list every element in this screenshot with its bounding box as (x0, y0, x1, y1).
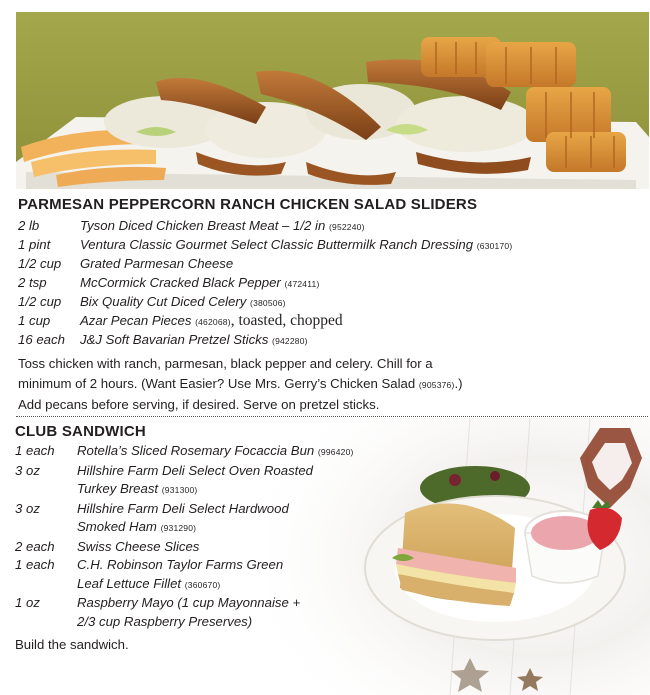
ingredient-description (77, 556, 345, 594)
product-code: (996420) (317, 447, 354, 457)
ingredient-list (18, 216, 538, 349)
product-code: (472411) (284, 279, 320, 289)
ingredient-row (18, 330, 538, 349)
ingredient-row (18, 273, 538, 292)
ingredient-description (80, 273, 319, 294)
ingredient-row (15, 462, 345, 500)
ingredient-name-line: Hillshire Farm Deli Select Oven Roasted (77, 462, 313, 478)
ingredient-name: Rotella’s Sliced Rosemary Focaccia Bun (77, 443, 315, 458)
instruction-line: Add pecans before serving, if desired. Serve on pretzel sticks. (18, 397, 380, 412)
instruction-text: minimum of 2 hours. (Want Easier? Use Mrs. Gerry’s Chicken Salad (18, 375, 416, 391)
ingredient-name: McCormick Cracked Black Pepper (80, 275, 281, 290)
ingredient-description (77, 500, 345, 538)
ingredient-quantity: 16 each (18, 332, 65, 347)
ingredient-row (18, 311, 538, 330)
product-code: (630170) (476, 241, 513, 251)
ingredient-list (15, 442, 354, 631)
ingredient-name: Tyson Diced Chicken Breast Meat – 1/2 in (80, 218, 326, 233)
product-code: (942280) (272, 336, 308, 346)
ingredient-description (77, 442, 354, 462)
recipe-instructions: Build the sandwich. (15, 637, 129, 652)
ingredient-description (77, 538, 345, 557)
ingredient-quantity: 3 oz (15, 500, 40, 516)
instruction-line (18, 374, 538, 396)
ingredient-quantity: 1 oz (15, 595, 40, 610)
ingredient-description (77, 594, 345, 631)
sliders-photo (16, 12, 649, 189)
ingredient-name: Smoked Ham (77, 519, 157, 534)
ingredient-name-line: Hillshire Farm Deli Select Hardwood (77, 500, 289, 516)
ingredient-name: Turkey Breast (77, 481, 159, 496)
ingredient-description (80, 292, 286, 313)
ingredient-name: Ventura Classic Gourmet Select Classic Buttermilk Ranch Dressing (80, 237, 474, 252)
ingredient-name: Azar Pecan Pieces (80, 313, 192, 328)
ingredient-quantity: 1/2 cup (18, 256, 62, 271)
ingredient-name: Leaf Lettuce Fillet (77, 575, 182, 591)
product-code: (360670) (184, 579, 221, 590)
ingredient-name: J&J Soft Bavarian Pretzel Sticks (80, 332, 269, 347)
product-code: (905376) (418, 379, 455, 390)
ingredient-description (77, 462, 345, 500)
ingredient-name-line: Swiss Cheese Slices (77, 538, 200, 554)
ingredient-description (80, 216, 365, 237)
ingredient-description (80, 311, 343, 332)
ingredient-quantity: 1 each (15, 443, 55, 458)
ingredient-name: Grated Parmesan Cheese (80, 256, 234, 271)
product-code: (462068) (195, 317, 231, 327)
ingredient-row (18, 254, 538, 273)
ingredient-quantity: 2 tsp (18, 275, 47, 290)
ingredient-name: Bix Quality Cut Diced Celery (80, 294, 247, 309)
product-code: (931290) (160, 523, 197, 533)
instruction-text: .) (454, 375, 463, 391)
sliders-illustration (16, 12, 649, 189)
section-divider (16, 416, 648, 417)
ingredient-name-line: 2/3 cup Raspberry Preserves) (77, 613, 253, 629)
product-code: (952240) (328, 222, 365, 232)
ingredient-quantity: 1 cup (18, 313, 51, 328)
ingredient-name-line (77, 480, 345, 500)
ingredient-description (80, 254, 233, 273)
ingredient-description (80, 235, 512, 256)
ingredient-description (80, 330, 308, 351)
ingredient-row (18, 292, 538, 311)
recipe-title: CLUB SANDWICH (15, 423, 146, 440)
ingredient-name-line (77, 442, 354, 462)
ingredient-row (15, 556, 345, 594)
ingredient-note: , toasted, chopped (230, 312, 343, 329)
product-code: (380506) (250, 298, 286, 308)
ingredient-quantity: 1 each (15, 557, 55, 572)
ingredient-row (15, 538, 345, 557)
ingredient-quantity: 2 each (15, 538, 55, 554)
ingredient-row (15, 500, 345, 538)
instruction-line: Toss chicken with ranch, parmesan, black pepper and celery. Chill for a (18, 356, 433, 371)
recipe-instructions (18, 354, 538, 415)
ingredient-quantity: 3 oz (15, 462, 40, 478)
ingredient-row (15, 442, 354, 462)
product-code: (931300) (161, 485, 198, 495)
ingredient-name-line (77, 575, 345, 595)
ingredient-quantity: 1/2 cup (18, 294, 62, 309)
ingredient-row (18, 235, 538, 254)
ingredient-name-line (77, 518, 345, 538)
ingredient-quantity: 2 lb (18, 218, 40, 233)
ingredient-row (18, 216, 538, 235)
ingredient-name-line: Raspberry Mayo (1 cup Mayonnaise + (77, 595, 301, 610)
recipe-title: PARMESAN PEPPERCORN RANCH CHICKEN SALAD SLIDERS (18, 196, 478, 213)
ingredient-quantity: 1 pint (18, 237, 51, 252)
ingredient-name-line: C.H. Robinson Taylor Farms Green (77, 557, 284, 572)
ingredient-row (15, 594, 345, 631)
